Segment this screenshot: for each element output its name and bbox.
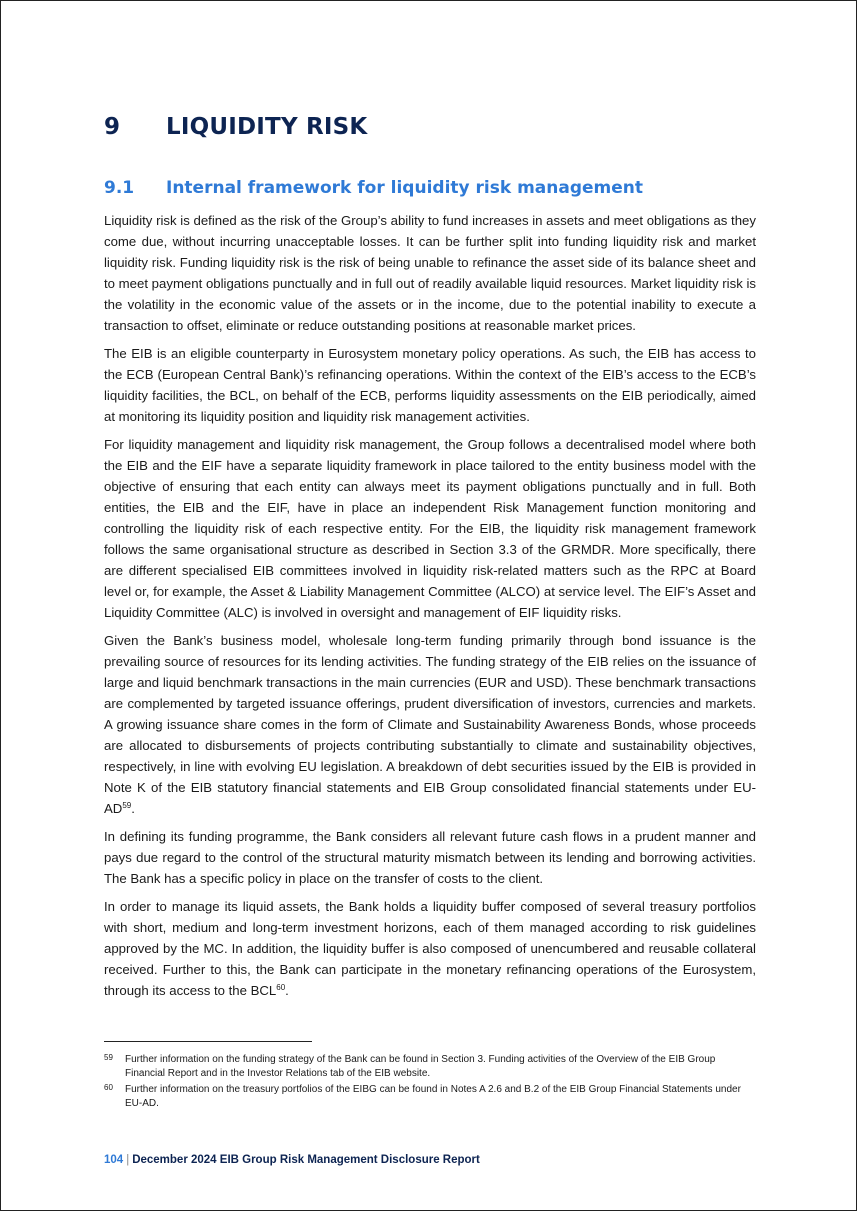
section-heading <box>104 114 367 140</box>
footnote-number: 59 <box>104 1053 113 1062</box>
body-text <box>104 210 756 1008</box>
footnote-number: 60 <box>104 1083 113 1092</box>
paragraph: In defining its funding programme, the Bank considers all relevant future cash flows in a prudent manner and pays due regard to the control of the structural maturity mismatch between its lending and borrowing activities. The Bank has a specific policy in place on the transfer of costs to the client. <box>104 829 756 886</box>
report-title: December 2024 EIB Group Risk Management Disclosure Report <box>132 1154 480 1166</box>
subsection-title: Internal framework for liquidity risk management <box>166 178 644 198</box>
footnote-item <box>104 1083 756 1111</box>
paragraph: For liquidity management and liquidity risk management, the Group follows a decentralised model where both the EIB and the EIF have a separate liquidity framework in place tailored to the entity business model with the objective of ensuring that each entity can always meet its payment obligations punctually and in full. Both entities, the EIB and the EIF, have in place an independent Risk Management function monitoring and controlling the liquidity risk of each respective entity. For the EIB, the liquidity risk management framework follows the same organisational structure as described in Section 3.3 of the GRMDR. More specifically, there are different specialised EIB committees involved in liquidity risk-related matters such as the RPC at Board level or, for example, the Asset & Liability Management Committee (ALCO) at service level. The EIF’s Asset and Liquidity Committee (ALC) is involved in oversight and management of EIF liquidity risks. <box>104 437 756 620</box>
footer-separator: | <box>126 1154 130 1166</box>
footnote-divider <box>104 1041 312 1042</box>
footnote-text: Further information on the funding strategy of the Bank can be found in Section 3. Funding activities of the Overview of the EIB Group Financial Report and in the Investor Relations tab of the EIB website. <box>125 1054 716 1079</box>
footnote-item <box>104 1053 756 1081</box>
footnote-ref-60[interactable]: 60 <box>276 983 286 992</box>
footnote-ref-59[interactable]: 59 <box>122 801 132 810</box>
paragraph: Given the Bank’s business model, wholesale long-term funding primarily through bond issuance is the prevailing source of resources for its lending activities. The funding strategy of the EIB relies on the issuance of large and liquid benchmark transactions in the main currencies (EUR and USD). These benchmark transactions are complemented by targeted issuance offerings, prudent diversification of investors, currencies and markets. A growing issuance share comes in the form of Climate and Sustainability Awareness Bonds, whose proceeds are allocated to disbursements of projects contributing substantially to climate and sustainability objectives, respectively, in line with evolving EU legislation. A breakdown of debt securities issued by the EIB is provided in Note K of the EIB statutory financial statements and EIB Group consolidated financial statements under EU-AD$^{59}$. <box>104 633 756 816</box>
footnote-text: Further information on the treasury portfolios of the EIBG can be found in Notes A 2.6 and B.2 of the EIB Group Financial Statements under EU-AD. <box>125 1084 741 1109</box>
paragraph: In order to manage its liquid assets, the Bank holds a liquidity buffer composed of several treasury portfolios with short, medium and long-term investment horizons, each of them managed according to risk guidelines approved by the MC. In addition, the liquidity buffer is also composed of unencumbered and reusable collateral received. Further to this, the Bank can participate in the monetary refinancing operations of the Eurosystem, through its access to the BCL$^{60}$. <box>104 899 756 998</box>
section-title: LIQUIDITY RISK <box>166 114 368 140</box>
paragraph: The EIB is an eligible counterparty in Eurosystem monetary policy operations. As such, the EIB has access to the ECB (European Central Bank)’s refinancing operations. Within the context of the EIB’s access to the ECB’s liquidity facilities, the BCL, on behalf of the ECB, performs liquidity assessments on the EIB periodically, aimed at monitoring its liquidity position and liquidity risk management activities. <box>104 346 756 424</box>
paragraph-text: In order to manage its liquid assets, the Bank holds a liquidity buffer composed of several treasury portfolios with short, medium and long-term investment horizons, each of them managed according to risk guidelines approved by the MC. In addition, the liquidity buffer is also composed of unencumbered and reusable collateral received. Further to this, the Bank can participate in the monetary refinancing operations of the Eurosystem, through its access to the BCL <box>104 899 756 998</box>
footnotes <box>104 1053 756 1113</box>
section-number: 9 <box>104 114 121 140</box>
subsection-heading <box>104 178 643 198</box>
page-number: 104 <box>104 1154 124 1166</box>
subsection-number: 9.1 <box>104 178 135 198</box>
paragraph: Liquidity risk is defined as the risk of the Group’s ability to fund increases in assets and meet obligations as they come due, without incurring unacceptable losses. It can be further split into funding liquidity risk and market liquidity risk. Funding liquidity risk is the risk of being unable to refinance the asset side of its balance sheet and to meet payment obligations punctually and in full out of readily available liquid resources. Market liquidity risk is the volatility in the economic value of the assets or in the income, due to the potential inability to execute a transaction to offset, eliminate or reduce outstanding positions at reasonable market prices. <box>104 213 756 333</box>
paragraph-text: Given the Bank’s business model, wholesale long-term funding primarily through bond issuance is the prevailing source of resources for its lending activities. The funding strategy of the EIB relies on the issuance of large and liquid benchmark transactions in the main currencies (EUR and USD). These benchmark transactions are complemented by targeted issuance offerings, prudent diversification of investors, currencies and markets. A growing issuance share comes in the form of Climate and Sustainability Awareness Bonds, whose proceeds are allocated to disbursements of projects contributing substantially to climate and sustainability objectives, respectively, in line with evolving EU legislation. A breakdown of debt securities issued by the EIB is provided in Note K of the EIB statutory financial statements and EIB Group consolidated financial statements under EU-AD <box>104 633 756 816</box>
page-footer <box>104 1154 480 1166</box>
